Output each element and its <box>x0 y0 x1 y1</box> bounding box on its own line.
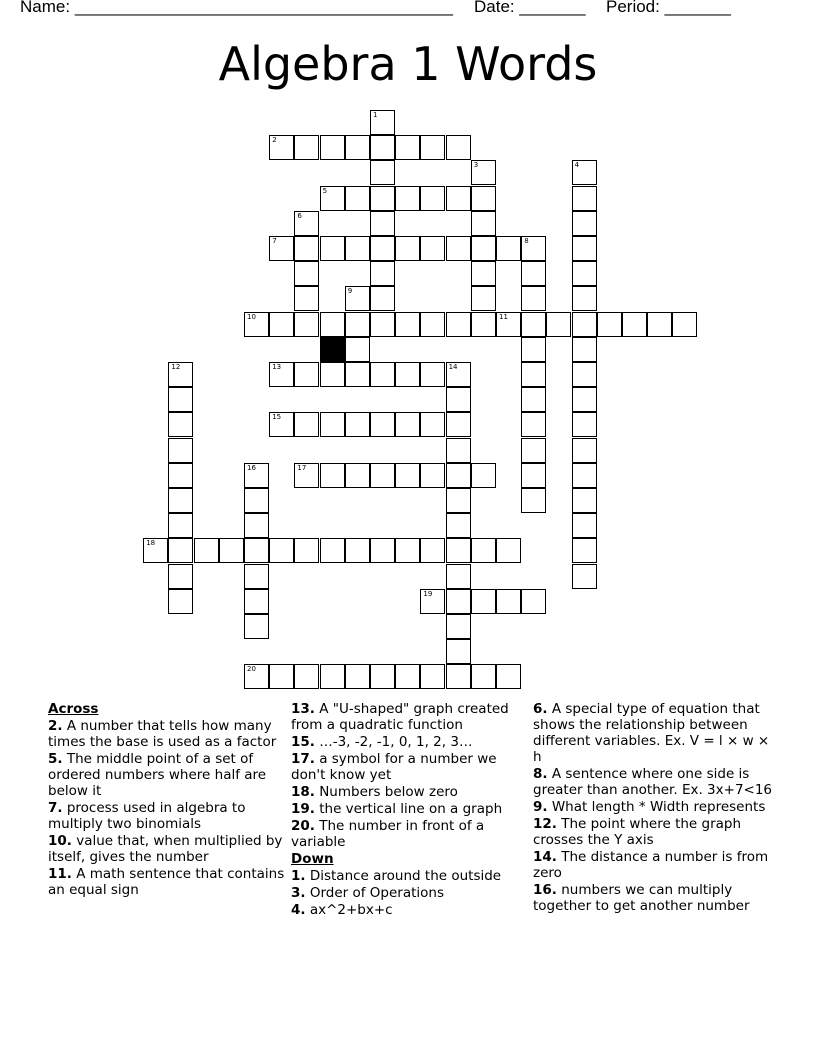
grid-cell[interactable] <box>572 538 597 563</box>
grid-cell[interactable] <box>370 312 395 337</box>
grid-cell[interactable] <box>395 362 420 387</box>
clue-number: 15 <box>272 413 282 422</box>
grid-cell[interactable] <box>168 538 193 563</box>
grid-cell[interactable] <box>471 211 496 236</box>
clue-item-number: 12. <box>533 816 557 832</box>
grid-cell[interactable] <box>496 236 521 261</box>
clue-item <box>291 784 531 800</box>
clue-item-number: 8. <box>533 766 548 782</box>
clue-item-number: 15. <box>291 734 315 750</box>
grid-cell[interactable] <box>521 236 546 261</box>
grid-cell[interactable] <box>572 211 597 236</box>
grid-cell[interactable] <box>194 538 219 563</box>
down-heading: Down <box>291 851 334 867</box>
grid-cell[interactable] <box>446 463 471 488</box>
grid-cell[interactable] <box>143 538 168 563</box>
grid-cell[interactable] <box>446 639 471 664</box>
clue-item <box>291 902 531 918</box>
grid-cell[interactable] <box>446 412 471 437</box>
grid-cell[interactable] <box>320 538 345 563</box>
grid-cell[interactable] <box>168 438 193 463</box>
grid-cell[interactable] <box>420 236 445 261</box>
grid-cell[interactable] <box>345 286 370 311</box>
grid-cell[interactable] <box>370 186 395 211</box>
clue-item-text: Numbers below zero <box>314 784 458 800</box>
grid-cell[interactable] <box>572 362 597 387</box>
grid-cell[interactable] <box>345 337 370 362</box>
clue-item <box>291 701 531 733</box>
clue-item <box>48 866 288 898</box>
grid-cell[interactable] <box>294 286 319 311</box>
grid-cell[interactable] <box>345 135 370 160</box>
clue-number: 10 <box>247 312 256 321</box>
clue-item <box>533 701 773 765</box>
clue-item <box>533 799 773 815</box>
grid-cell[interactable] <box>521 589 546 614</box>
grid-cell[interactable] <box>345 463 370 488</box>
clue-number: 19 <box>423 589 433 598</box>
grid-cell[interactable] <box>446 589 471 614</box>
clue-item <box>533 849 773 881</box>
grid-cell[interactable] <box>294 135 319 160</box>
clue-item <box>48 751 288 799</box>
clue-item-number: 9. <box>533 799 548 815</box>
grid-cell[interactable] <box>446 135 471 160</box>
clue-item <box>48 833 288 865</box>
grid-cell[interactable] <box>269 236 294 261</box>
grid-cell[interactable] <box>420 538 445 563</box>
grid-cell[interactable] <box>471 664 496 689</box>
clue-item <box>533 882 773 914</box>
clue-item-text: The middle point of a set of ordered numbers where half are below it <box>48 751 267 799</box>
grid-cell[interactable] <box>446 186 471 211</box>
grid-cell[interactable] <box>244 312 269 337</box>
clue-item-number: 10. <box>48 833 72 849</box>
grid-cell[interactable] <box>496 589 521 614</box>
clue-item-text: The distance a number is from zero <box>533 849 769 881</box>
grid-cell[interactable] <box>572 337 597 362</box>
grid-cell[interactable] <box>420 412 445 437</box>
across-clue-list <box>291 701 531 850</box>
grid-cell[interactable] <box>572 312 597 337</box>
grid-cell[interactable] <box>320 186 345 211</box>
grid-cell[interactable] <box>420 463 445 488</box>
grid-cell[interactable] <box>219 538 244 563</box>
grid-cell[interactable] <box>244 589 269 614</box>
grid-cell[interactable] <box>471 463 496 488</box>
clue-number: 17 <box>297 463 307 472</box>
clue-item-text: numbers we can multiply together to get another number <box>533 882 750 914</box>
grid-cell[interactable] <box>572 387 597 412</box>
name-line: ________________________________________ <box>74 0 453 16</box>
grid-cell[interactable] <box>572 438 597 463</box>
grid-cell[interactable] <box>572 564 597 589</box>
grid-cell[interactable] <box>446 387 471 412</box>
grid-cell[interactable] <box>370 664 395 689</box>
grid-cell[interactable] <box>446 236 471 261</box>
grid-cell[interactable] <box>420 186 445 211</box>
clue-item-number: 5. <box>48 751 63 767</box>
grid-cell[interactable] <box>446 664 471 689</box>
grid-cell[interactable] <box>395 463 420 488</box>
clue-item-text: …-3, -2, -1, 0, 1, 2, 3… <box>314 734 473 750</box>
clue-item-text: Order of Operations <box>305 885 444 901</box>
grid-cell[interactable] <box>446 538 471 563</box>
grid-cell[interactable] <box>269 312 294 337</box>
clue-item-number: 4. <box>291 902 306 918</box>
grid-cell[interactable] <box>370 261 395 286</box>
grid-cell[interactable] <box>395 236 420 261</box>
grid-cell[interactable] <box>546 312 571 337</box>
grid-cell[interactable] <box>370 211 395 236</box>
grid-cell[interactable] <box>471 186 496 211</box>
grid-cell[interactable] <box>269 538 294 563</box>
grid-cell[interactable] <box>244 564 269 589</box>
grid-cell[interactable] <box>446 564 471 589</box>
down-clue-list <box>291 868 531 918</box>
clue-item <box>48 800 288 832</box>
grid-cell[interactable] <box>420 589 445 614</box>
clue-item-number: 16. <box>533 882 557 898</box>
period-label: Period: <box>606 0 660 16</box>
grid-cell[interactable] <box>572 412 597 437</box>
grid-cell[interactable] <box>496 538 521 563</box>
grid-cell[interactable] <box>622 312 647 337</box>
grid-cell[interactable] <box>521 412 546 437</box>
grid-cell[interactable] <box>572 236 597 261</box>
clue-item-text: A special type of equation that shows the relationship between different variables. Ex. V = l × w × h <box>533 701 770 765</box>
grid-cell[interactable] <box>269 412 294 437</box>
clue-item-text: a symbol for a number we don't know yet <box>291 751 497 783</box>
clue-item-text: The point where the graph crosses the Y axis <box>533 816 742 848</box>
clue-number: 7 <box>272 237 277 245</box>
grid-cell[interactable] <box>395 135 420 160</box>
grid-cell[interactable] <box>370 160 395 185</box>
down-clue-list <box>533 701 773 914</box>
grid-cell[interactable] <box>572 513 597 538</box>
grid-cell[interactable] <box>345 312 370 337</box>
clue-item-text: process used in algebra to multiply two binomials <box>48 800 246 832</box>
clue-item <box>291 751 531 783</box>
grid-cell[interactable] <box>294 236 319 261</box>
clue-item <box>291 818 531 850</box>
clue-number: 18 <box>146 539 156 548</box>
clue-number: 9 <box>347 287 353 296</box>
grid-cell[interactable] <box>244 538 269 563</box>
grid-cell[interactable] <box>572 261 597 286</box>
clue-item-number: 2. <box>48 718 63 734</box>
grid-cell[interactable] <box>294 211 319 236</box>
grid-cell[interactable] <box>294 261 319 286</box>
clue-item <box>533 816 773 848</box>
grid-cell[interactable] <box>446 362 471 387</box>
clue-item-number: 13. <box>291 701 315 717</box>
grid-cell[interactable] <box>572 160 597 185</box>
grid-cell[interactable] <box>244 513 269 538</box>
clues-column-2 <box>291 701 531 919</box>
clue-number: 11 <box>499 312 508 321</box>
page-title: Algebra 1 Words <box>218 37 598 91</box>
clue-number: 8 <box>524 237 529 245</box>
name-label: Name: <box>20 0 71 16</box>
clues-column-3 <box>533 701 773 915</box>
clue-item-text: Distance around the outside <box>305 868 502 884</box>
grid-cell[interactable] <box>370 362 395 387</box>
grid-cell[interactable] <box>572 186 597 211</box>
clue-item-text: the vertical line on a graph <box>314 801 503 817</box>
grid-cell[interactable] <box>370 236 395 261</box>
grid-cell[interactable] <box>446 513 471 538</box>
grid-cell[interactable] <box>446 488 471 513</box>
grid-cell[interactable] <box>572 488 597 513</box>
grid-cell[interactable] <box>471 236 496 261</box>
grid-cell[interactable] <box>471 286 496 311</box>
clue-item <box>291 801 531 817</box>
clue-item-number: 3. <box>291 885 306 901</box>
grid-cell[interactable] <box>168 564 193 589</box>
grid-cell[interactable] <box>395 538 420 563</box>
clue-item-number: 19. <box>291 801 315 817</box>
grid-cell[interactable] <box>521 337 546 362</box>
clue-number: 20 <box>247 665 256 674</box>
grid-cell[interactable] <box>168 362 193 387</box>
clue-item-text: A number that tells how many times the base is used as a factor <box>48 718 277 750</box>
grid-cell[interactable] <box>345 186 370 211</box>
period-line: _______ <box>664 0 731 16</box>
grid-cell[interactable] <box>395 412 420 437</box>
grid-cell[interactable] <box>320 463 345 488</box>
grid-cell[interactable] <box>647 312 672 337</box>
grid-cell[interactable] <box>294 362 319 387</box>
clue-item-number: 18. <box>291 784 315 800</box>
clue-item-number: 14. <box>533 849 557 865</box>
clue-item-text: A sentence where one side is greater than another. Ex. 3x+7<16 <box>533 766 773 798</box>
grid-cell[interactable] <box>370 110 395 135</box>
grid-cell[interactable] <box>244 614 269 639</box>
grid-cell[interactable] <box>370 538 395 563</box>
grid-cell[interactable] <box>269 135 294 160</box>
across-heading: Across <box>48 701 99 717</box>
grid-cell[interactable] <box>521 438 546 463</box>
grid-cell[interactable] <box>168 513 193 538</box>
grid-cell[interactable] <box>420 362 445 387</box>
grid-cell[interactable] <box>320 412 345 437</box>
clue-item-text: The number in front of a variable <box>291 818 485 850</box>
grid-cell[interactable] <box>294 463 319 488</box>
clue-item <box>291 868 531 884</box>
grid-cell[interactable] <box>168 463 193 488</box>
grid-cell[interactable] <box>521 312 546 337</box>
grid-cell[interactable] <box>471 261 496 286</box>
clue-item-text: A math sentence that contains an equal sign <box>48 866 285 898</box>
grid-cell[interactable] <box>345 412 370 437</box>
grid-cell[interactable] <box>168 488 193 513</box>
grid-cell[interactable] <box>244 488 269 513</box>
grid-cell[interactable] <box>244 664 269 689</box>
clue-item-number: 1. <box>291 868 306 884</box>
grid-cell[interactable] <box>345 664 370 689</box>
across-clue-list <box>48 718 288 898</box>
grid-cell[interactable] <box>370 412 395 437</box>
clue-number: 14 <box>448 363 458 371</box>
grid-cell[interactable] <box>320 236 345 261</box>
grid-cell[interactable] <box>521 463 546 488</box>
clue-item <box>533 766 773 798</box>
grid-cell[interactable] <box>244 463 269 488</box>
grid-cell[interactable] <box>420 664 445 689</box>
grid-cell[interactable] <box>521 362 546 387</box>
grid-cell[interactable] <box>420 312 445 337</box>
grid-cell[interactable] <box>446 438 471 463</box>
grid-cell[interactable] <box>496 664 521 689</box>
grid-cell[interactable] <box>446 614 471 639</box>
clue-item <box>48 718 288 750</box>
grid-cell[interactable] <box>521 488 546 513</box>
grid-cell[interactable] <box>395 664 420 689</box>
grid-cell[interactable] <box>370 135 395 160</box>
grid-cell[interactable] <box>521 286 546 311</box>
clue-number: 2 <box>272 136 277 145</box>
grid-cell[interactable] <box>572 463 597 488</box>
clue-number: 1 <box>373 111 378 119</box>
grid-cell[interactable] <box>597 312 622 337</box>
grid-cell[interactable] <box>294 312 319 337</box>
clue-item <box>291 734 531 750</box>
grid-block <box>320 337 345 362</box>
grid-cell[interactable] <box>420 135 445 160</box>
grid-cell[interactable] <box>395 312 420 337</box>
grid-cell[interactable] <box>521 261 546 286</box>
grid-cell[interactable] <box>320 135 345 160</box>
clue-number: 3 <box>473 161 479 170</box>
grid-cell[interactable] <box>471 589 496 614</box>
clue-number: 16 <box>247 463 256 472</box>
clue-item <box>291 885 531 901</box>
grid-cell[interactable] <box>168 387 193 412</box>
grid-cell[interactable] <box>269 362 294 387</box>
grid-cell[interactable] <box>320 312 345 337</box>
grid-cell[interactable] <box>395 186 420 211</box>
clue-number: 12 <box>171 363 181 371</box>
grid-cell[interactable] <box>345 362 370 387</box>
grid-cell[interactable] <box>672 312 697 337</box>
clue-item-number: 20. <box>291 818 315 834</box>
clue-item-text: ax^2+bx+c <box>305 902 393 918</box>
grid-cell[interactable] <box>294 412 319 437</box>
grid-cell[interactable] <box>370 286 395 311</box>
grid-cell[interactable] <box>521 387 546 412</box>
grid-cell[interactable] <box>294 664 319 689</box>
clue-item-number: 17. <box>291 751 315 767</box>
grid-cell[interactable] <box>168 412 193 437</box>
date-line: _______ <box>519 0 586 16</box>
clue-number: 5 <box>322 186 328 195</box>
grid-cell[interactable] <box>446 312 471 337</box>
grid-cell[interactable] <box>168 589 193 614</box>
clue-number: 4 <box>574 161 580 170</box>
grid-cell[interactable] <box>370 463 395 488</box>
grid-cell[interactable] <box>471 538 496 563</box>
grid-cell[interactable] <box>572 286 597 311</box>
grid-cell[interactable] <box>269 664 294 689</box>
grid-cell[interactable] <box>496 312 521 337</box>
grid-cell[interactable] <box>471 312 496 337</box>
date-label: Date: <box>474 0 515 16</box>
clue-item-text: A "U-shaped" graph created from a quadratic function <box>291 701 509 733</box>
clue-item-number: 11. <box>48 866 72 882</box>
clue-item-number: 6. <box>533 701 548 717</box>
clue-item-number: 7. <box>48 800 63 816</box>
clue-item-text: value that, when multiplied by itself, gives the number <box>48 833 283 865</box>
clue-number: 6 <box>297 211 302 220</box>
grid-cell[interactable] <box>345 236 370 261</box>
grid-cell[interactable] <box>345 538 370 563</box>
grid-cell[interactable] <box>320 362 345 387</box>
grid-cell[interactable] <box>294 538 319 563</box>
grid-cell[interactable] <box>320 664 345 689</box>
clue-item-text: What length * Width represents <box>547 799 766 815</box>
clues-column-1 <box>48 701 288 899</box>
clue-number: 13 <box>272 363 282 371</box>
grid-cell[interactable] <box>471 160 496 185</box>
